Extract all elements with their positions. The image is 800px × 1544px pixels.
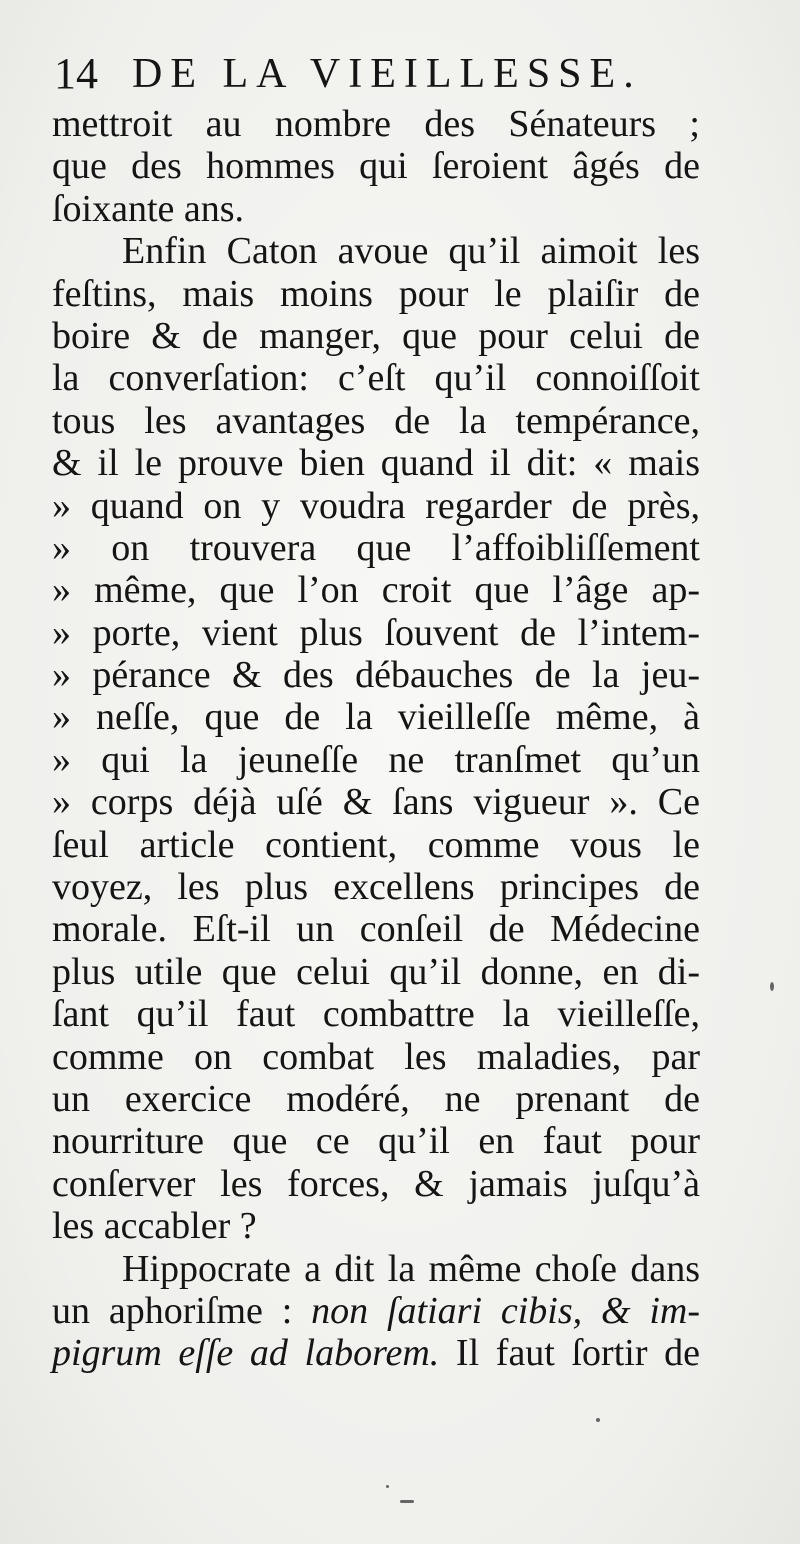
running-head: DE LA VIEILLESSE. bbox=[132, 51, 642, 97]
paper-speck bbox=[386, 1485, 389, 1488]
text-line: que des hommes qui ſeroient âgés de bbox=[52, 145, 700, 188]
text-line: nourriture que ce qu’il en faut pour bbox=[52, 1120, 700, 1163]
text-line: tous les avantages de la tempérance, bbox=[52, 399, 700, 442]
line-roman-part: Il faut ſortir de bbox=[439, 1332, 700, 1375]
paper-speck bbox=[596, 1418, 600, 1422]
quote-line: » qui la jeuneſſe ne tranſmet qu’un bbox=[52, 738, 700, 781]
quote-line: » pérance & des débauches de la jeu- bbox=[52, 654, 700, 697]
paper-speck bbox=[400, 1500, 414, 1503]
quote-line: » neſſe, que de la vieilleſſe même, à bbox=[52, 696, 700, 739]
text-line: voyez, les plus excellens principes de bbox=[52, 866, 700, 909]
text-line-with-latin bbox=[52, 1290, 700, 1332]
text-line: ſeul article contient, comme vous le bbox=[52, 823, 700, 866]
text-line: mettroit au nombre des Sénateurs ; bbox=[52, 103, 700, 145]
text-line: morale. Eſt-il un conſeil de Médecine bbox=[52, 908, 700, 951]
quote-line: » même, que l’on croit que l’âge ap- bbox=[52, 569, 700, 612]
latin-quote-part: non ſatiari cibis, & im- bbox=[311, 1289, 700, 1332]
paragraph-start-line: Enfin Caton avoue qu’il aimoit les bbox=[122, 230, 700, 273]
text-line: feſtins, mais moins pour le plaiſir de bbox=[52, 272, 700, 315]
quote-line: » corps déjà uſé & ſans vigueur ». Ce bbox=[52, 781, 700, 824]
latin-quote-part: pigrum eſſe ad laborem. bbox=[52, 1332, 440, 1375]
body-text bbox=[52, 103, 700, 1375]
quote-line: » porte, vient plus ſouvent de l’intem- bbox=[52, 611, 700, 654]
paragraph-start-line: Hippocrate a dit la même choſe dans bbox=[122, 1247, 700, 1290]
text-line: boire & de manger, que pour celui de bbox=[52, 314, 700, 357]
page-number: 14 bbox=[54, 49, 98, 98]
text-line: conſerver les forces, & jamais juſqu’à bbox=[52, 1162, 700, 1205]
text-line-with-latin bbox=[52, 1332, 700, 1374]
text-line: plus utile que celui qu’il donne, en di- bbox=[52, 950, 700, 993]
text-line: la converſation: c’eſt qu’il connoiſſoit bbox=[52, 357, 700, 400]
page-header bbox=[54, 46, 744, 102]
text-line: & il le prouve bien quand il dit: « mais bbox=[52, 442, 700, 485]
line-roman-part: un aphoriſme : bbox=[52, 1289, 312, 1332]
text-line: ſant qu’il faut combattre la vieilleſſe, bbox=[52, 993, 700, 1036]
quote-line: » quand on y voudra regarder de près, bbox=[52, 484, 700, 527]
paper-speck bbox=[770, 982, 774, 991]
text-line: les accabler ? bbox=[52, 1205, 257, 1248]
text-line: ſoixante ans. bbox=[52, 187, 245, 230]
text-line: comme on combat les maladies, par bbox=[52, 1035, 700, 1078]
quote-line: » on trouvera que l’affoibliſſement bbox=[52, 526, 700, 569]
text-line: un exercice modéré, ne prenant de bbox=[52, 1077, 700, 1120]
